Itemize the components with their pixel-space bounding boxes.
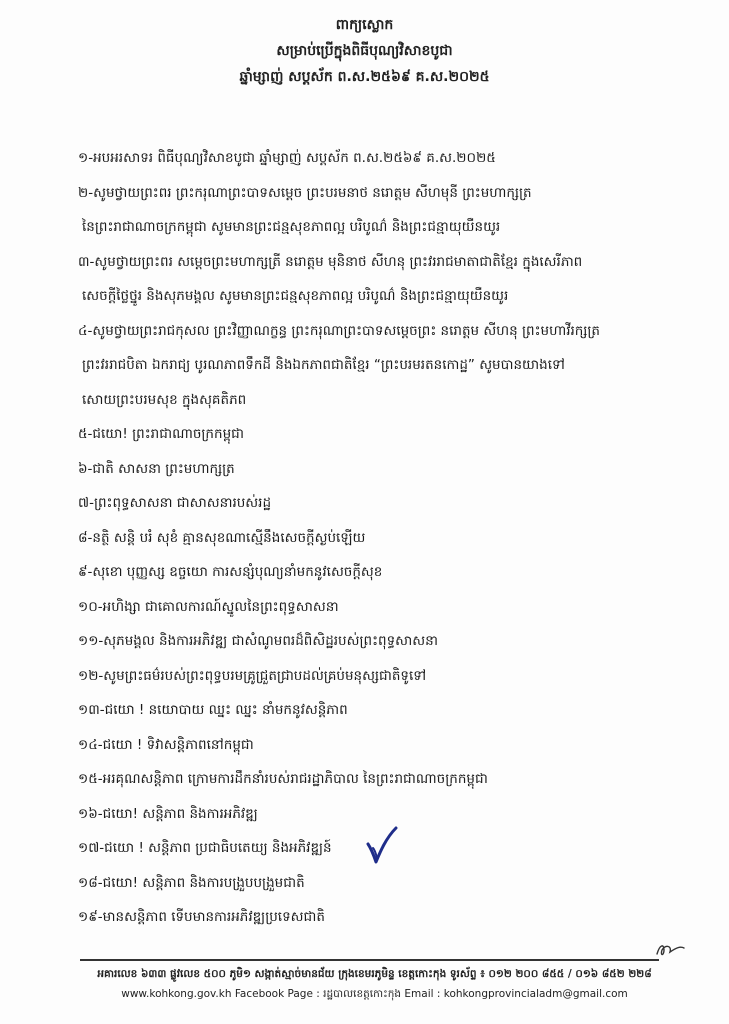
signature-check-mark: [364, 826, 400, 866]
slogan-item-8: ៨-នត្ថិ សន្តិ បរំ សុខំ គ្មានសុខណាស្មើនឹងសេចក្តីស្ងប់ឡើយ: [78, 529, 366, 546]
slogan-item-15: ១៥-អរគុណសន្តិភាព ក្រោមការដឹកនាំរបស់រាជរដ្ឋាភិបាល នៃព្រះរាជាណាចក្រកម្ពុជា: [78, 771, 488, 787]
slogan-item-7: ៧-ព្រះពុទ្ធសាសនា ជាសាសនារបស់រដ្ឋ: [78, 495, 272, 511]
slogan-item-17: ១៧-ជយោ ! សន្តិភាព ប្រជាធិបតេយ្យ និងអភិវឌ្ឍន៍: [78, 840, 332, 856]
slogan-item-11: ១១-សុភមង្គល និងការអភិវឌ្ឍ ជាសំណូមពរដ៏ពិសិដ្ឋរបស់ព្រះពុទ្ធសាសនា: [78, 633, 438, 649]
document-footer: [60, 964, 689, 1004]
slogan-item-16: ១៦-ជយោ! សន្តិភាព និងការអភិវឌ្ឍ: [78, 805, 258, 822]
slogan-item-10: ១០-អហិង្សា ជាគោលការណ៍ស្នូលនៃព្រះពុទ្ធសាសនា: [78, 598, 339, 615]
slogan-item-5: ៥-ជយោ! ព្រះរាជាណាចក្រកម្ពុជា: [78, 426, 244, 442]
slogan-item-4-continued: ព្រះវររាជបិតា ឯករាជ្យ បូរណភាពទឹកដី និងឯកភាពជាតិខ្មែរ “ព្រះបរមរតនកោដ្ឋ” សូមបានយាងទៅ: [82, 357, 565, 373]
slogan-item-12: ១២-សូមព្រះធម៌របស់ព្រះពុទ្ធបរមគ្រូជ្រួតជ្រាបដល់គ្រប់មនុស្សជាតិទូទៅ: [78, 667, 427, 684]
slogan-item-3: ៣-សូមថ្វាយព្រះពរ សម្តេចព្រះមហាក្សត្រី នរោត្តម មុនិនាថ សីហនុ ព្រះវររាជមាតាជាតិខ្មែរ ក្នុងសេរីភាព: [78, 253, 583, 270]
slogan-item-9: ៩-សុខោ បុញ្ញស្ស ឧច្ចយោ ការសន្សំបុណ្យនាំមកនូវសេចក្តីសុខ: [78, 564, 383, 580]
header-date-line: ឆ្នាំម្សាញ់ សប្តស័ក ព.ស.២៥៦៩ គ.ស.២០២៥: [239, 69, 490, 85]
slogan-item-4: ៤-សូមថ្វាយព្រះរាជកុសល ព្រះវិញ្ញាណក្ខន្ធ ព្រះករុណាព្រះបាទសម្តេចព្រះ នរោត្តម សីហនុ ព្រះមហាវីរក្សត្រ: [78, 322, 600, 339]
slogan-item-6: ៦-ជាតិ សាសនា ព្រះមហាក្សត្រ: [78, 460, 235, 477]
slogan-item-3-continued: សេចក្តីថ្លៃថ្នូរ និងសុភមង្គល សូមមានព្រះជន្មសុខភាពល្អ បរិបូណ៌ និងព្រះជន្មាយុយឺនយូរ: [82, 288, 509, 304]
slogan-item-2-continued: នៃព្រះរាជាណាចក្រកម្ពុជា សូមមានព្រះជន្មសុខភាពល្អ បរិបូណ៌ និងព្រះជន្មាយុយឺនយូរ: [82, 219, 501, 235]
slogan-item-14: ១៤-ជយោ ! ទិវាសន្តិភាពនៅកម្ពុជា: [78, 736, 254, 753]
slogan-item-13: ១៣-ជយោ ! នយោបាយ ឈ្នះ ឈ្នះ នាំមកនូវសន្តិភាព: [78, 702, 348, 718]
initial-signature: [654, 940, 686, 960]
header-title: ពាក្យស្លោក: [335, 17, 394, 33]
slogan-item-2: ២-សូមថ្វាយព្រះពរ ព្រះករុណាព្រះបាទសម្តេច ព្រះបរមនាថ នរោត្តម សីហមុនី ព្រះមហាក្សត្រ: [78, 184, 532, 201]
document-header: [0, 12, 729, 90]
header-subtitle: សម្រាប់ប្រើក្នុងពិធីបុណ្យវិសាខបូជា: [276, 43, 453, 59]
slogan-item-18: ១៨-ជយោ! សន្តិភាព និងការបង្រួបបង្រួមជាតិ: [78, 874, 305, 891]
slogan-item-1: ១-អបអរសាទរ ពិធីបុណ្យវិសាខបូជា ឆ្នាំម្សាញ់ សប្តស័ក ព.ស.២៥៦៩ គ.ស.២០២៥: [78, 150, 496, 166]
footer-contact: www.kohkong.gov.kh Facebook Page : រដ្ឋបាលខេត្តកោះកុង Email : kohkongprovincialadm@gmail.com: [121, 988, 628, 1000]
slogan-list: [78, 148, 688, 942]
slogan-item-4-continued-2: សោយព្រះបរមសុខ ក្នុងសុគតិភព: [82, 391, 247, 408]
footer-address: អគារលេខ ៦៣៣ ផ្លូវលេខ ៥០០ ភូមិ១ សង្កាត់ស្មាច់មានជ័យ ក្រុងខេមរភូមិន្ទ ខេត្តកោះកុង ទូរស័ព្ទ ៖ ០១២ ២០០ ៨៥៥ / ០១៦ ៨៥២ ២២៨: [97, 968, 652, 980]
footer-divider: [80, 959, 659, 961]
slogan-item-19: ១៩-មានសន្តិភាព ទើបមានការអភិវឌ្ឍប្រទេសជាតិ: [78, 909, 325, 925]
